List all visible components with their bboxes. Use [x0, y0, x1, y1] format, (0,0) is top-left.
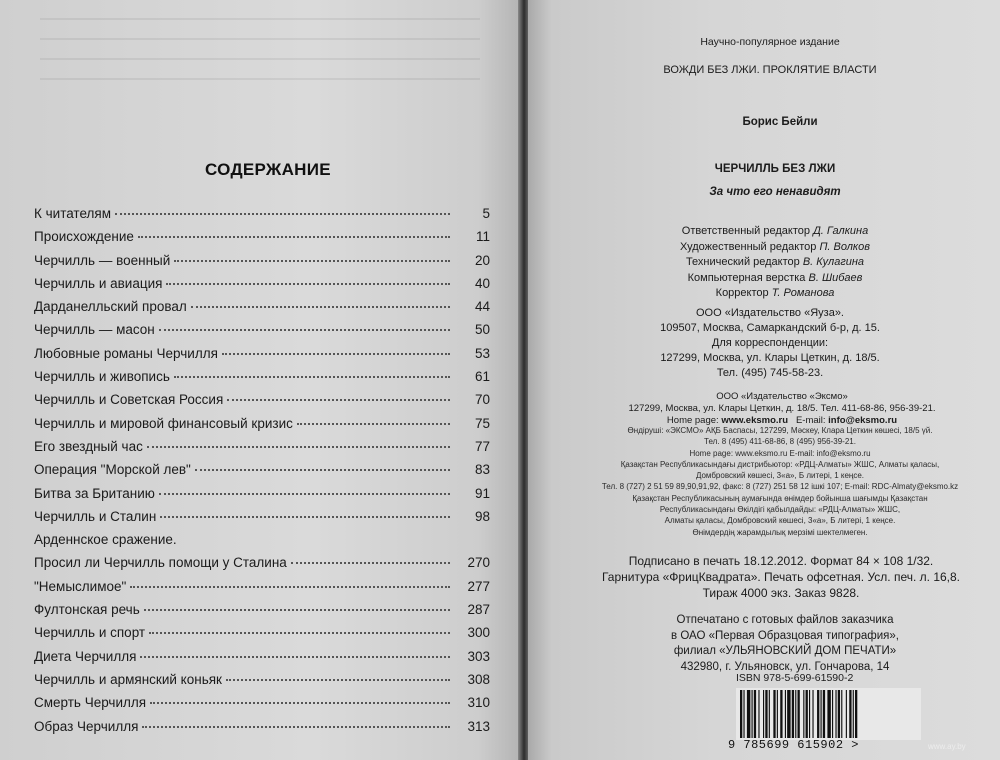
credit-line: Технический редактор В. Кулагина — [685, 256, 865, 268]
toc-entry-page: 303 — [467, 648, 490, 664]
toc-leader-dots — [140, 648, 450, 658]
watermark: www.ay.by — [928, 742, 966, 751]
toc-entry — [34, 253, 490, 276]
barcode-icon — [736, 688, 921, 740]
toc-entry-page: 44 — [474, 299, 490, 315]
toc-entry — [34, 392, 490, 415]
toc-entry-page: 98 — [474, 508, 490, 524]
toc-entry-label: Его звездный час — [34, 438, 143, 454]
toc-entry-page: 287 — [467, 602, 490, 618]
toc-entry-page: 53 — [474, 345, 490, 361]
toc-entry-label: Черчилль — военный — [34, 252, 171, 268]
toc-entry-page: 75 — [474, 415, 490, 431]
toc-entry — [34, 719, 490, 742]
printer-line: в ОАО «Первая Образцовая типография», — [671, 629, 899, 642]
toc-entry — [34, 602, 490, 625]
toc-entry-label: "Немыслимое" — [34, 578, 127, 594]
toc-entry-label: Черчилль и авиация — [34, 275, 163, 291]
toc-entry — [34, 276, 490, 299]
toc-entry-label: Черчилль и Советская Россия — [34, 392, 224, 408]
kazakh-line: Республикасындағы Өкілдігі қабылдайды: «РДЦ-Алматы» ЖШС, — [659, 505, 901, 515]
toc-entry-label: Смерть Черчилля — [34, 695, 147, 711]
printer-line: Отпечатано с готовых файлов заказчика — [676, 614, 894, 626]
toc-entry-page: 40 — [474, 275, 490, 291]
credit-line: Ответственный редактор Д. Галкина — [681, 225, 869, 237]
toc-entry-page: 5 — [482, 206, 490, 221]
toc-leader-dots — [130, 578, 450, 588]
toc-entry — [34, 509, 490, 532]
kazakh-line: Home page: www.eksmo.ru E-mail: info@eksmo.ru — [689, 448, 871, 458]
toc-entry-label: Образ Черчилля — [34, 718, 139, 734]
toc-entry-label: Черчилль и спорт — [34, 625, 146, 641]
print-details — [596, 553, 966, 601]
kazakh-line: Өнімдердің жарамдылық мерзімі шектелмеген. — [692, 527, 868, 537]
toc-leader-dots — [149, 624, 450, 634]
toc-entry-page: 83 — [474, 462, 490, 478]
toc-entry — [34, 322, 490, 345]
toc-entry — [34, 229, 490, 252]
eksmo-contacts: Home page: www.eksmo.ru E-mail: info@eksmo.ru — [666, 415, 898, 426]
table-of-contents — [34, 206, 490, 742]
toc-leader-dots — [159, 485, 450, 495]
toc-leader-dots — [150, 694, 450, 704]
toc-entry-page: 77 — [474, 438, 490, 454]
book-subtitle: За что его ненавидят — [709, 186, 841, 198]
toc-entry — [34, 695, 490, 718]
toc-entry-label: Диета Черчилля — [34, 648, 137, 664]
toc-leader-dots — [142, 718, 450, 728]
toc-entry-label: Черчилль и Сталин — [34, 508, 157, 524]
toc-entry-label: Просил ли Черчилль помощи у Сталина — [34, 555, 287, 571]
series-title: ВОЖДИ БЕЗ ЛЖИ. ПРОКЛЯТИЕ ВЛАСТИ — [663, 64, 877, 76]
toc-entry — [34, 369, 490, 392]
toc-entry-label: Арденнское сражение. — [34, 532, 177, 548]
toc-entry-page: 310 — [467, 695, 490, 711]
toc-entry-page: 300 — [467, 625, 490, 641]
edition-type: Научно-популярное издание — [700, 36, 840, 48]
publisher-line: Для корреспонденции: — [711, 337, 829, 349]
toc-entry-page: 313 — [467, 718, 490, 734]
eksmo-name: ООО «Издательство «Эксмо» — [716, 391, 848, 402]
toc-entry-page: 308 — [467, 671, 490, 687]
credit-line: Художественный редактор П. Волков — [680, 240, 870, 253]
toc-entry — [34, 625, 490, 648]
toc-entry — [34, 555, 490, 578]
toc-entry — [34, 579, 490, 602]
toc-entry-label: Черчилль и мировой финансовый кризис — [34, 415, 293, 431]
toc-entry-page: 11 — [475, 229, 490, 245]
publisher-line: 127299, Москва, ул. Клары Цеткин, д. 18/5. — [660, 352, 880, 364]
toc-leader-dots — [291, 554, 450, 564]
printing-house — [620, 613, 950, 675]
toc-leader-dots — [226, 671, 450, 681]
toc-entry — [34, 486, 490, 509]
editorial-credits — [640, 224, 910, 302]
kazakh-line: Қазақстан Республикасындағы дистрибьютор: «РДЦ-Алматы» ЖШС, Алматы қаласы, — [620, 459, 940, 469]
author-name: Борис Бейли — [742, 116, 818, 128]
toc-leader-dots — [115, 205, 450, 215]
toc-entry — [34, 206, 490, 229]
toc-entry-page: 91 — [474, 485, 490, 501]
toc-entry-label: Черчилль и армянский коньяк — [34, 671, 222, 687]
print-line: Подписано в печать 18.12.2012. Формат 84 × 108 1/32. — [628, 554, 934, 568]
toc-leader-dots — [166, 275, 450, 285]
toc-entry — [34, 672, 490, 695]
publisher-eksmo — [592, 391, 972, 427]
toc-entry — [34, 346, 490, 369]
toc-leader-dots — [191, 298, 450, 308]
barcode-digits: 9 785699 615902 > — [728, 738, 859, 752]
toc-entry-label: Битва за Британию — [34, 485, 155, 501]
eksmo-address: 127299, Москва, ул. Клары Цеткин, д. 18/5. Тел. 411-68-86, 956-39-21. — [628, 403, 936, 414]
toc-leader-dots — [174, 252, 450, 262]
toc-leader-dots — [144, 601, 450, 611]
toc-entry-label: Происхождение — [34, 229, 134, 245]
credit-line: Компьютерная верстка В. Шибаев — [687, 271, 863, 284]
toc-leader-dots — [174, 368, 450, 378]
toc-leader-dots — [160, 508, 450, 518]
toc-entry-page: 50 — [474, 322, 490, 338]
kazakh-line: Қазақстан Республикасының аумағында өнімдер бойынша шағымды Қазақстан — [632, 493, 928, 503]
print-line: Гарнитура «ФрицКвадрата». Печать офсетная. Усл. печ. л. 16,8. — [601, 570, 961, 584]
kazakh-line: Өндіруші: «ЭКСМО» АҚБ Баспасы, 127299, Мәскеу, Клара Цеткин көшесі, 18/5 үй. — [627, 426, 933, 435]
toc-entry-label: Любовные романы Черчилля — [34, 345, 218, 361]
toc-entry-label: К читателям — [34, 206, 111, 221]
toc-entry-label: Операция "Морской лев" — [34, 462, 191, 478]
toc-entry — [34, 416, 490, 439]
toc-title: СОДЕРЖАНИЕ — [205, 160, 331, 179]
toc-leader-dots — [159, 321, 450, 331]
isbn-number: ISBN 978-5-699-61590-2 — [736, 672, 854, 684]
toc-entry-label: Черчилль — масон — [34, 322, 155, 338]
toc-entry — [34, 462, 490, 485]
toc-leader-dots — [222, 345, 450, 355]
kazakh-line: Тел. 8 (495) 411-68-86, 8 (495) 956-39-21. — [704, 437, 856, 447]
toc-leader-dots — [297, 415, 450, 425]
toc-entry-page: 277 — [467, 578, 490, 594]
toc-entry — [34, 439, 490, 462]
toc-entry-page: 270 — [467, 555, 490, 571]
toc-entry-page: 20 — [474, 252, 490, 268]
credit-line: Корректор Т. Романова — [715, 287, 835, 299]
book-title: ЧЕРЧИЛЛЬ БЕЗ ЛЖИ — [714, 163, 836, 175]
publisher-line: 109507, Москва, Самаркандский б-р, д. 15. — [660, 322, 880, 334]
toc-entry — [34, 649, 490, 672]
eksmo-home-page: www.eksmo.ru — [721, 415, 789, 426]
eksmo-email: info@eksmo.ru — [828, 415, 898, 426]
toc-entry-label: Фултонская речь — [34, 602, 140, 618]
toc-leader-dots — [147, 438, 450, 448]
toc-leader-dots — [227, 391, 450, 401]
show-through — [40, 0, 480, 120]
toc-leader-dots — [195, 461, 450, 471]
publisher-line: ООО «Издательство «Яуза». — [696, 307, 844, 319]
kazakh-line: Тел. 8 (727) 2 51 59 89,90,91,92, факс: 8 (727) 251 58 12 ішкі 107; E-mail: RDC-Almaty@eksmo.kz — [601, 482, 959, 492]
toc-entry-label: Дарданелльский провал — [34, 299, 187, 315]
toc-entry-label: Черчилль и живопись — [34, 369, 170, 385]
kazakh-distribution — [590, 425, 970, 538]
toc-leader-dots — [138, 228, 450, 238]
print-line: Тираж 4000 экз. Заказ 9828. — [702, 586, 860, 600]
publisher-line: Тел. (495) 745-58-23. — [716, 367, 824, 379]
toc-entry — [34, 532, 490, 555]
printer-line: 432980, г. Ульяновск, ул. Гончарова, 14 — [680, 660, 890, 673]
toc-entry-page: 61 — [474, 369, 490, 385]
toc-entry-page: 70 — [474, 392, 490, 408]
kazakh-line: Алматы қаласы, Домбровский көшесі, 3«а», Б литері, 1 кеңсе. — [664, 516, 896, 526]
toc-entry — [34, 299, 490, 322]
kazakh-line: Домбровский көшесі, 3«а», Б литері, 1 кеңсе. — [695, 471, 865, 481]
publisher-yauza — [620, 306, 920, 381]
printer-line: филиал «УЛЬЯНОВСКИЙ ДОМ ПЕЧАТИ» — [673, 645, 897, 657]
